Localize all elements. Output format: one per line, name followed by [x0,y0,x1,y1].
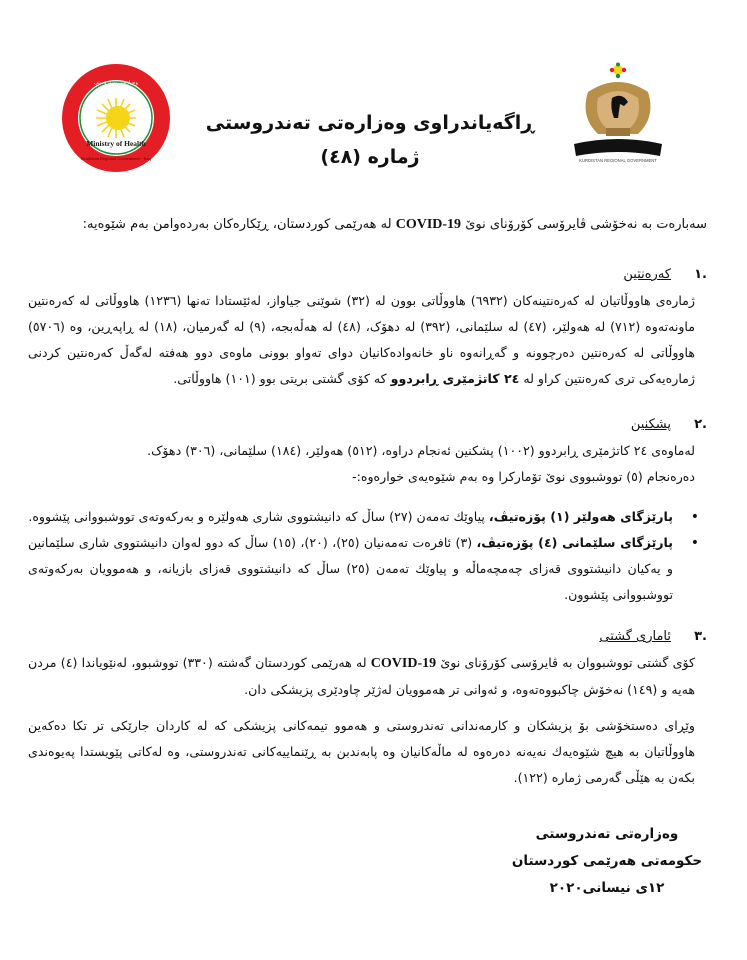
section-1 [28,264,707,392]
closing-text: وێڕای دەستخۆشی بۆ پزیشکان و کارمەندانی تەندروستی و هەموو تیمەکانی پزیشکی کە لە کاردان جارێکی تر تکا دەکەین هاووڵاتیان بە هیچ شێوەیەك نەیەنە دەرەوە لە ماڵەکانیان وە پابەندبن بە ڕێنماییەکانی تەندروستی، وە لەکاتی پێویستدا پەیوەندی بکەن بە هێڵی گەرمی ژمارە (١٢٢). [28,718,695,785]
section-number: .٢ [694,417,707,432]
svg-text:وەزارەتی تەندروستی: وەزارەتی تەندروستی [94,80,138,86]
covid-label: COVID-19 [395,217,462,232]
logo-text: Ministry of Health [86,139,146,148]
section-2 [28,414,707,608]
signature-date: ١٢ی نیسانی٢٠٢٠ [549,880,665,896]
quarantine-text-end: کە کۆی گشتی بریتی بوو (١٠١) هاووڵاتی. [173,371,387,386]
list-item [28,530,707,608]
section-title: ئاماری گشتی [599,629,671,644]
svg-text:Kurdistan Regional Government: Kurdistan Regional Government - Iraq [81,156,151,161]
section-3-heading [28,626,707,648]
list-item [28,504,707,530]
intro-text-after: لە هەرێمی کوردستان، ڕێکارەکان بەردەوامن بەم شێوەیە: [82,217,392,232]
section-3 [28,626,707,791]
spacer [28,490,707,504]
section-2-heading [28,414,707,436]
signature-ministry: وەزارەتی تەندروستی [535,826,679,842]
case-details: پیاوێك تەمەن (٢٧) ساڵ کە دانیشتووی شاری هەولێرە و بەرکەوتەی تووشبووانی پێشووە. [28,509,485,524]
stats-text-after: لە هەرێمی کوردستان گەشتە (٣٣٠) تووشبوو، لەنێویاندا (٤) مردن هەیە و (١٤٩) نەخۆش چاکبووەتەوە، و ئەوانی تر هەموویان لەژێر چاودێری پزیشکی دان. [28,655,695,697]
section-title: کەرەنتین [623,267,671,282]
krg-logo-text: KURDISTAN REGIONAL GOVERNMENT [579,158,657,163]
province-label: پارێزگای هەولێر (١) پۆزەتیڤ، [488,509,673,524]
tests-summary: لەماوەی ٢٤ کاتژمێری ڕابردوو (١٠٠٢) پشکنین ئەنجام دراوە، (٥١٢) هەولێر، (١٨٤) سلێمانی، (٣٠٦) دهۆک. [147,443,695,458]
new-cases-summary: دەرەنجام (٥) تووشبووی نوێ تۆمارکرا وە بەم شێوەیەی خوارەوە:- [352,469,695,484]
krg-emblem-logo [568,62,668,167]
stats-text-before: کۆی گشتی تووشبووان بە ڤایرۆسی کۆرۆنای نوێ [440,655,695,670]
document-number: ژمارە (٤٨) [320,146,420,168]
intro-paragraph [28,214,707,236]
province-label: پارێزگای سلێمانی (٤) پۆزەتیڤ، [476,535,674,550]
quarantine-text: ژمارەی هاووڵاتیان لە کەرەنتینەکان (٦٩٣٢) هاووڵاتی بوون لە (٣٢) شوێنی جیاواز، لەئێستادا تەنها (١٢٣٦) هاووڵاتی لە کەرەنتین ماونەتەوە (٧١٢) لە هەولێر، (٤٧) لە سلێمانی، (٣٩٢) لە دهۆک، (٤٨) لە هەڵەبجە، (٩) لە گەرمیان، (١٨) لە ڕاپەڕین، وە (٥٧٠٦) هاووڵاتی لە کەرەنتین دەرچوونە و گەڕانەوە ناو خانەوادەکانیان دوای تەواو بوونی ماوەی دوو هەفتە لەگەڵ کەرەنتین کردنی ژمارەیەکی تری کەرەنتین کراو لە [28,293,695,386]
signature-government: حکومەتی هەرێمی کوردستان [511,853,703,869]
ministry-of-health-logo [60,62,172,174]
signature-block [507,821,707,902]
intro-text-before: سەبارەت بە نەخۆشی ڤایرۆسی کۆرۆنای نوێ [465,217,707,232]
section-1-paragraph [28,288,695,392]
section-number: .٣ [694,629,707,644]
section-number: .١ [694,267,707,282]
document-body [28,214,707,902]
document-header [0,0,747,200]
quarantine-bold-text: ٢٤ کاتژمێری ڕابردوو [390,371,520,386]
new-cases-list [28,504,707,608]
section-2-paragraph [28,438,695,490]
spacer [28,703,707,713]
document-title: ڕاگەیاندراوی وەزارەتی تەندروستی [205,112,535,134]
covid-label: COVID-19 [370,656,437,671]
case-details: (٣) ئافرەت تەمەنیان (٢٥)، (٢٠)، (١٥) ساڵ کە دوو لەوان دانیشتووی شاری سلێمانین و یەکیان دانیشتووی قەزای چەمچەماڵە و پیاوێك تەمەن (٢٥) ساڵ کە دانیشتووی قەزای بازیانە، و هەموویان بەرکەوتەی تووشبووانی پێشوون. [28,535,673,602]
section-title: پشکنین [630,417,671,432]
spacer [28,608,707,626]
section-1-heading [28,264,707,286]
spacer [28,392,707,414]
section-3-paragraph [28,650,695,703]
closing-paragraph [28,713,695,791]
